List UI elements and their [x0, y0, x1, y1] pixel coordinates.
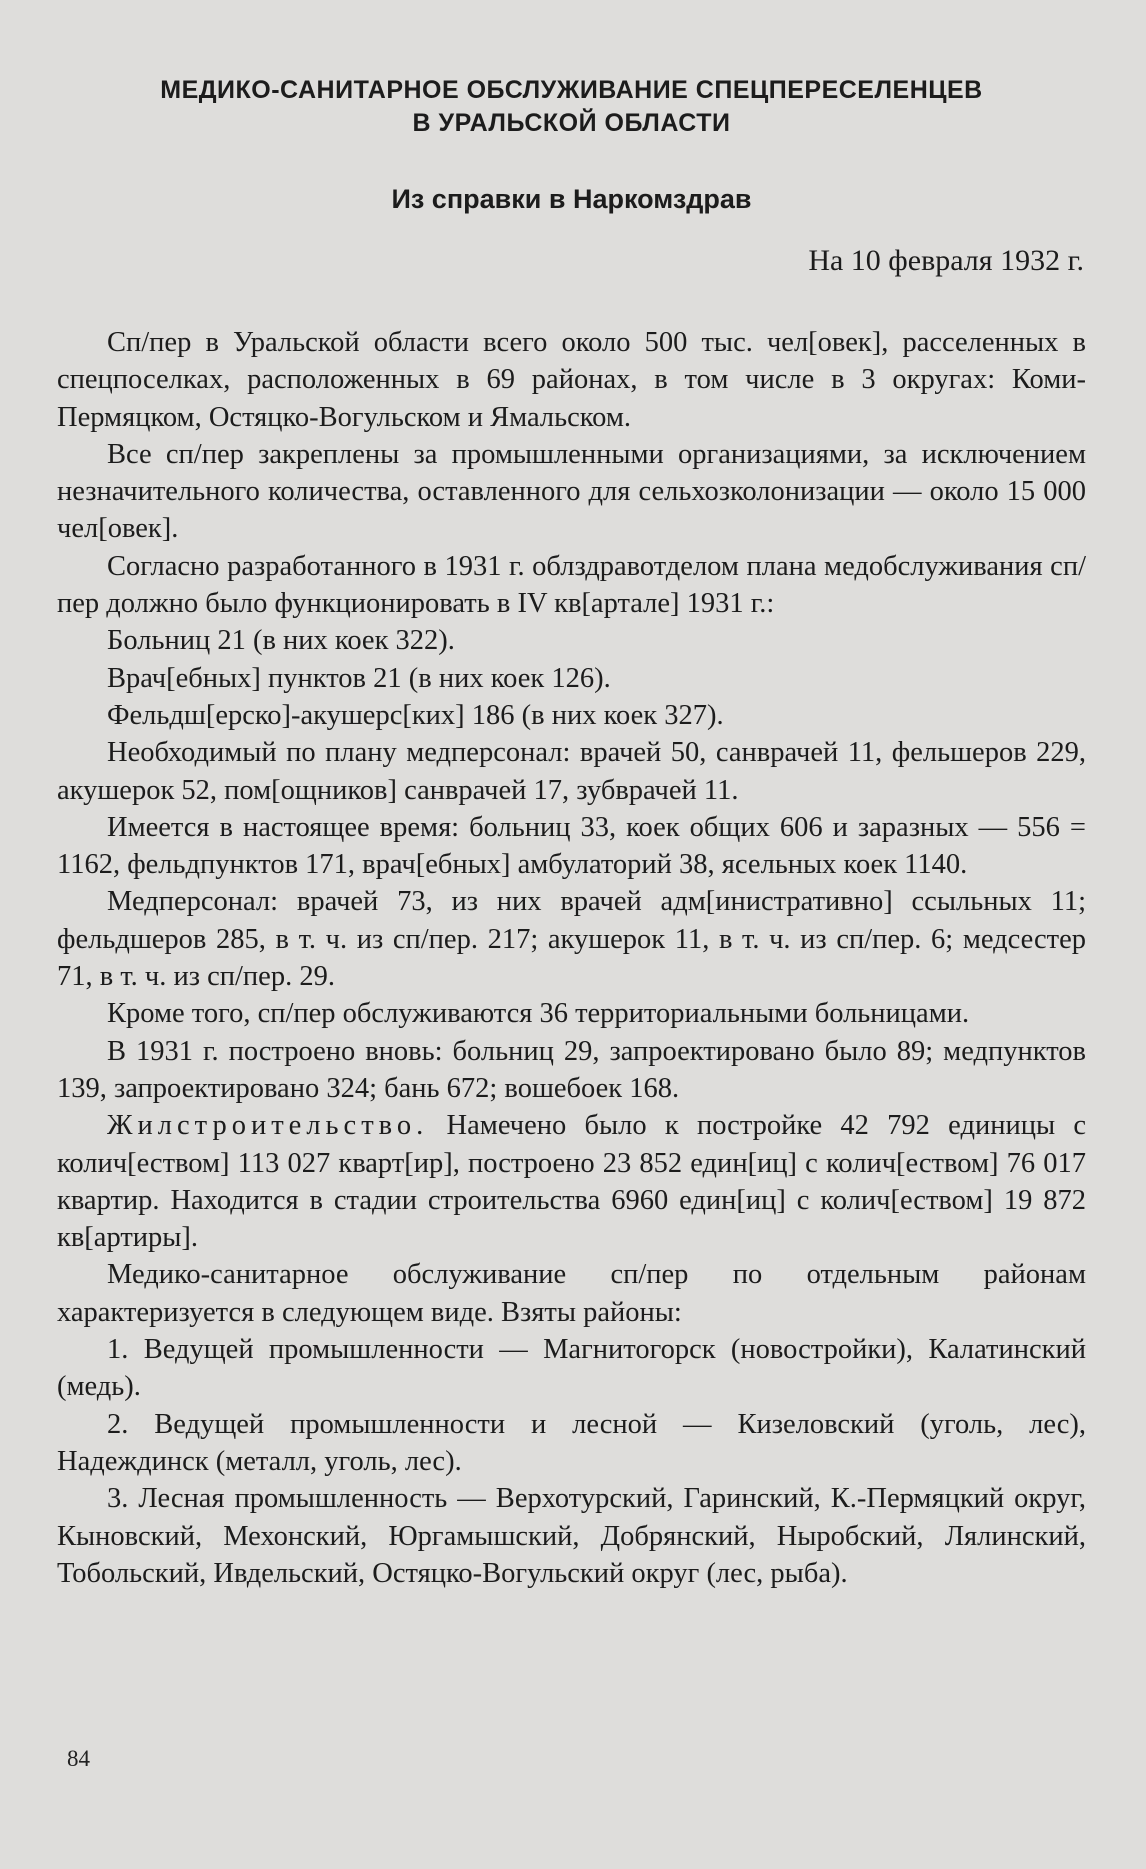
housing-paragraph: [57, 1107, 1086, 1256]
paragraph: Больниц 21 (в них коек 322).: [107, 625, 455, 657]
page-number: 84: [67, 1746, 90, 1771]
paragraph: В 1931 г. построено вновь: больниц 29, запроектировано было 89; медпунктов 139, запроектировано 324; бань 672; вошебоек 168.: [57, 1035, 1086, 1104]
housing-text: Намечено было к постройке 42 792 единицы с колич[еством] 113 027 кварт[ир], построено 23 852 един[иц] с колич[еством] 76 017 квартир. Находится в стадии строительства 6960 един[иц] с колич[еством] 19 872 кв[артиры].: [57, 1110, 1087, 1254]
paragraph: Фельдш[ерско]-акушерс[ких] 186 (в них коек 327).: [107, 699, 724, 731]
list-item: 3. Лесная промышленность — Верхотурский, Гаринский, К.-Пермяцкий округ, Кыновский, Мехонский, Юргамышский, Добрянский, Ныробский, Лялинский, Тобольский, Ивдельский, Остяцко-Вогульский округ (лес, рыба).: [57, 1483, 1086, 1589]
paragraph: Необходимый по плану медперсонал: врачей 50, санврачей 11, фельшеров 229, акушерок 52, пом[ощников] санврачей 17, зубврачей 11.: [57, 737, 1086, 806]
document-title: [57, 74, 1086, 140]
paragraph: Имеется в настоящее время: больниц 33, коек общих 606 и заразных — 556 = 1162, фельдпунктов 171, врач[ебных] амбулаторий 38, ясельных коек 1140.: [57, 811, 1086, 881]
paragraph: Сп/пер в Уральской области всего около 500 тыс. чел[овек], расселенных в спецпоселках, расположенных в 69 районах, в том числе в 3 округах: Коми-Пермяцком, Остяцко-Вогульском и Ямальском.: [57, 327, 1086, 433]
document-date: На 10 февраля 1932 г.: [808, 244, 1084, 277]
paragraph: Согласно разработанного в 1931 г. облздравотделом плана медобслуживания сп/пер должно было функционировать в IV кв[артале] 1931 г.:: [57, 550, 1086, 620]
document-subtitle: Из справки в Наркомздрав: [391, 184, 752, 214]
paragraph: Врач[ебных] пунктов 21 (в них коек 126).: [107, 662, 611, 694]
title-line-2: В УРАЛЬСКОЙ ОБЛАСТИ: [412, 109, 731, 137]
title-line-1: МЕДИКО-САНИТАРНОЕ ОБСЛУЖИВАНИЕ СПЕЦПЕРЕСЕЛЕНЦЕВ: [160, 76, 983, 104]
paragraph: Медперсонал: врачей 73, из них врачей адм[инистративно] ссыльных 11; фельдшеров 285, в т. ч. из сп/пер. 217; акушерок 11, в т. ч. из сп/пер. 6; медсестер 71, в т. ч. из сп/пер. 29.: [57, 886, 1086, 993]
housing-label: Жилстроительство.: [107, 1110, 429, 1142]
list-item: 1. Ведущей промышленности — Магнитогорск (новостройки), Калатинский (медь).: [57, 1334, 1086, 1403]
paragraph: Кроме того, сп/пер обслуживаются 36 территориальными больницами.: [107, 998, 970, 1030]
list-item: 2. Ведущей промышленности и лесной — Кизеловский (уголь, лес), Надеждинск (металл, уголь, лес).: [57, 1408, 1086, 1477]
paragraph: Медико-санитарное обслуживание сп/пер по отдельным районам характеризуется в следующем виде. Взяты районы:: [57, 1259, 1086, 1328]
paragraph: Все сп/пер закреплены за промышленными организациями, за исключением незначительного количества, оставленного для сельхозколонизации — около 15 000 чел[овек].: [57, 438, 1086, 545]
document-body: [57, 324, 1086, 1592]
